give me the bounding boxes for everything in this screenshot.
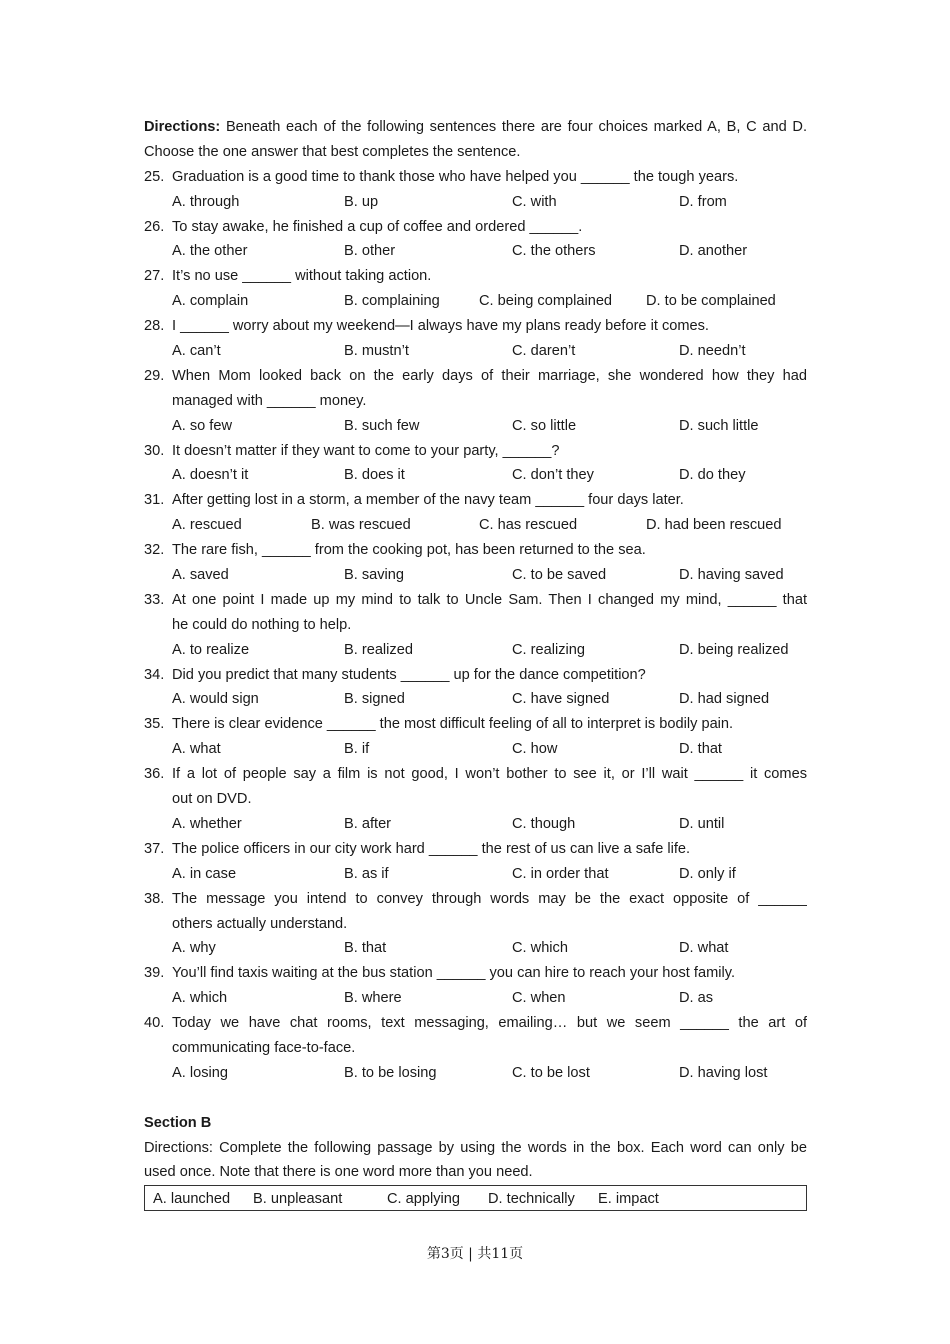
question-text-line: After getting lost in a storm, a member of the navy team ______ four days later. — [172, 492, 684, 509]
question-text — [144, 1011, 807, 1061]
question-text — [144, 165, 807, 190]
answer-option: C. to be saved — [512, 567, 607, 584]
question-number: 34. — [144, 666, 165, 683]
section-b-directions-2: used once. Note that there is one word more than you need. — [144, 1164, 533, 1181]
question-number: 35. — [144, 716, 165, 733]
answer-option: A. which — [172, 990, 228, 1007]
question-text-line: It doesn’t matter if they want to come to your party, ______? — [172, 442, 560, 459]
exam-page — [144, 115, 807, 1211]
question-number: 30. — [144, 442, 165, 459]
answer-option: B. that — [344, 940, 387, 957]
option-row — [144, 936, 807, 961]
question-item — [144, 1011, 807, 1086]
word-box-item: C. applying — [387, 1191, 461, 1208]
word-box-item: A. launched — [153, 1191, 231, 1208]
answer-option: A. to realize — [172, 641, 250, 658]
answer-option: A. complain — [172, 293, 249, 310]
answer-option: D. do they — [679, 467, 746, 484]
answer-option: A. saved — [172, 567, 229, 584]
answer-option: B. complaining — [344, 293, 440, 310]
question-text-line: Today we have chat rooms, text messaging, emailing… but we seem ______ the art of — [172, 1015, 807, 1032]
question-text — [144, 364, 807, 414]
question-text-line: communicating face-to-face. — [172, 1039, 356, 1056]
word-box — [144, 1185, 807, 1211]
question-item — [144, 588, 807, 663]
answer-option: A. would sign — [172, 691, 259, 708]
answer-option: D. had been rescued — [646, 517, 782, 534]
question-number: 25. — [144, 168, 165, 185]
answer-option: C. don’t they — [512, 467, 594, 484]
question-text — [144, 488, 807, 513]
answer-option: D. being realized — [679, 641, 789, 658]
option-row — [144, 414, 807, 439]
answer-option: B. signed — [344, 691, 405, 708]
answer-option: C. being complained — [479, 293, 613, 310]
answer-option: A. through — [172, 193, 240, 210]
answer-option: C. with — [512, 193, 557, 210]
question-number: 36. — [144, 766, 165, 783]
option-row — [144, 986, 807, 1011]
question-item — [144, 837, 807, 887]
answer-option: C. daren’t — [512, 343, 576, 360]
question-text — [144, 538, 807, 563]
answer-option: A. so few — [172, 417, 233, 434]
question-number: 27. — [144, 268, 165, 285]
section-b — [144, 1111, 807, 1212]
question-item — [144, 538, 807, 588]
question-text-line: managed with ______ money. — [172, 392, 367, 409]
answer-option: B. to be losing — [344, 1064, 437, 1081]
answer-option: C. realizing — [512, 641, 585, 658]
answer-option: C. in order that — [512, 865, 609, 882]
answer-option: A. in case — [172, 865, 237, 882]
answer-option: D. having saved — [679, 567, 784, 584]
answer-option: D. having lost — [679, 1064, 768, 1081]
directions-text: Beneath each of the following sentences there are four choices marked A, B, C and D. — [225, 119, 807, 135]
answer-option: B. after — [344, 815, 392, 832]
question-text-line: The message you intend to convey through words may be the exact opposite of ______ — [172, 890, 807, 907]
option-row — [144, 638, 807, 663]
option-row — [144, 463, 807, 488]
question-number: 40. — [144, 1015, 165, 1032]
option-row — [144, 239, 807, 264]
answer-option: B. does it — [344, 467, 405, 484]
answer-option: A. what — [172, 741, 221, 758]
question-text-line: It’s no use ______ without taking action. — [172, 268, 432, 285]
page-footer: 第3页 | 共11页 — [426, 1246, 524, 1262]
answer-option: C. have signed — [512, 691, 610, 708]
answer-option: D. another — [679, 243, 748, 260]
question-text — [144, 663, 807, 688]
option-row — [144, 862, 807, 887]
question-text — [144, 712, 807, 737]
answer-option: A. doesn’t it — [172, 467, 249, 484]
question-item — [144, 663, 807, 713]
question-text-line: The rare fish, ______ from the cooking pot, has been returned to the sea. — [172, 542, 646, 559]
question-item — [144, 364, 807, 439]
answer-option: D. what — [679, 940, 729, 957]
question-text-line: The police officers in our city work hard ______ the rest of us can live a safe life. — [172, 840, 691, 857]
answer-option: B. other — [344, 243, 396, 260]
option-row — [144, 687, 807, 712]
question-text-line: If a lot of people say a film is not good, I won’t bother to see it, or I’ll wait ______ it comes — [172, 766, 807, 783]
question-number: 28. — [144, 318, 165, 335]
answer-option: B. up — [344, 193, 379, 210]
question-text — [144, 215, 807, 240]
answer-option: D. had signed — [679, 691, 770, 708]
answer-option: C. has rescued — [479, 517, 578, 534]
question-number: 37. — [144, 840, 165, 857]
option-row — [144, 1061, 807, 1086]
word-box-item: B. unpleasant — [253, 1191, 343, 1208]
question-item — [144, 887, 807, 962]
question-text — [144, 961, 807, 986]
answer-option: A. losing — [172, 1064, 228, 1081]
answer-option: C. when — [512, 990, 566, 1007]
answer-option: B. such few — [344, 417, 420, 434]
answer-option: B. where — [344, 990, 402, 1007]
question-list — [144, 165, 807, 1086]
answer-option: B. as if — [344, 865, 389, 882]
question-number: 32. — [144, 542, 165, 559]
answer-option: C. the others — [512, 243, 596, 260]
answer-option: B. saving — [344, 567, 405, 584]
answer-option: C. though — [512, 815, 576, 832]
word-box-item: E. impact — [598, 1191, 659, 1208]
option-row — [144, 737, 807, 762]
question-text — [144, 439, 807, 464]
question-number: 29. — [144, 367, 165, 384]
question-text-line: Did you predict that many students ______ up for the dance competition? — [172, 666, 646, 683]
answer-option: A. rescued — [172, 517, 242, 534]
answer-option: D. needn’t — [679, 343, 746, 360]
question-text-line: Graduation is a good time to thank those who have helped you ______ the tough years. — [172, 168, 739, 185]
answer-option: D. only if — [679, 865, 736, 882]
answer-option: A. can’t — [172, 343, 221, 360]
answer-option: D. to be complained — [646, 293, 776, 310]
answer-option: B. mustn’t — [344, 343, 409, 360]
answer-option: B. was rescued — [311, 517, 411, 534]
question-item — [144, 439, 807, 489]
question-text-line: At one point I made up my mind to talk to Uncle Sam. Then I changed my mind, ______ that — [172, 591, 807, 608]
answer-option: D. until — [679, 815, 725, 832]
question-text-line: I ______ worry about my weekend—I always have my plans ready before it comes. — [172, 318, 709, 335]
question-number: 38. — [144, 890, 165, 907]
answer-option: A. why — [172, 940, 216, 957]
option-row — [144, 190, 807, 215]
section-b-title: Section B — [144, 1114, 212, 1131]
question-number: 31. — [144, 492, 165, 509]
question-item — [144, 961, 807, 1011]
directions-line-1 — [144, 115, 807, 140]
question-text — [144, 762, 807, 812]
answer-option: D. that — [679, 741, 722, 758]
question-number: 39. — [144, 965, 165, 982]
question-item — [144, 165, 807, 215]
question-item — [144, 314, 807, 364]
section-b-directions-1: Directions: Complete the following passage by using the words in the box. Each word can only be — [144, 1139, 807, 1156]
question-text-line: You’ll find taxis waiting at the bus station ______ you can hire to reach your host family. — [172, 965, 735, 982]
question-text — [144, 314, 807, 339]
answer-option: D. as — [679, 990, 714, 1007]
answer-option: C. which — [512, 940, 568, 957]
question-item — [144, 488, 807, 538]
question-text — [144, 264, 807, 289]
question-text-line: There is clear evidence ______ the most difficult feeling of all to interpret is bodily pain. — [172, 716, 734, 733]
option-row — [144, 513, 807, 538]
answer-option: C. so little — [512, 417, 577, 434]
question-text — [144, 837, 807, 862]
answer-option: C. to be lost — [512, 1064, 590, 1081]
answer-option: C. how — [512, 741, 558, 758]
question-item — [144, 264, 807, 314]
answer-option: A. whether — [172, 815, 242, 832]
option-row — [144, 563, 807, 588]
option-row — [144, 812, 807, 837]
question-item — [144, 762, 807, 837]
answer-option: A. the other — [172, 243, 248, 260]
answer-option: B. if — [344, 741, 370, 758]
question-text-line: others actually understand. — [172, 915, 348, 932]
question-item — [144, 215, 807, 265]
question-text — [144, 588, 807, 638]
answer-option: D. from — [679, 193, 727, 210]
question-text-line: To stay awake, he finished a cup of coffee and ordered ______. — [172, 218, 583, 235]
word-box-item: D. technically — [488, 1191, 575, 1208]
directions-label: Directions: — [144, 119, 221, 135]
question-number: 33. — [144, 591, 165, 608]
option-row — [144, 289, 807, 314]
answer-option: B. realized — [344, 641, 413, 658]
question-text-line: he could do nothing to help. — [172, 616, 352, 633]
question-text-line: When Mom looked back on the early days of their marriage, she wondered how they had — [172, 367, 807, 384]
question-item — [144, 712, 807, 762]
question-text — [144, 887, 807, 937]
answer-option: D. such little — [679, 417, 759, 434]
question-text-line: out on DVD. — [172, 791, 252, 808]
question-number: 26. — [144, 218, 165, 235]
directions-line-2: Choose the one answer that best completes the sentence. — [144, 143, 521, 160]
option-row — [144, 339, 807, 364]
